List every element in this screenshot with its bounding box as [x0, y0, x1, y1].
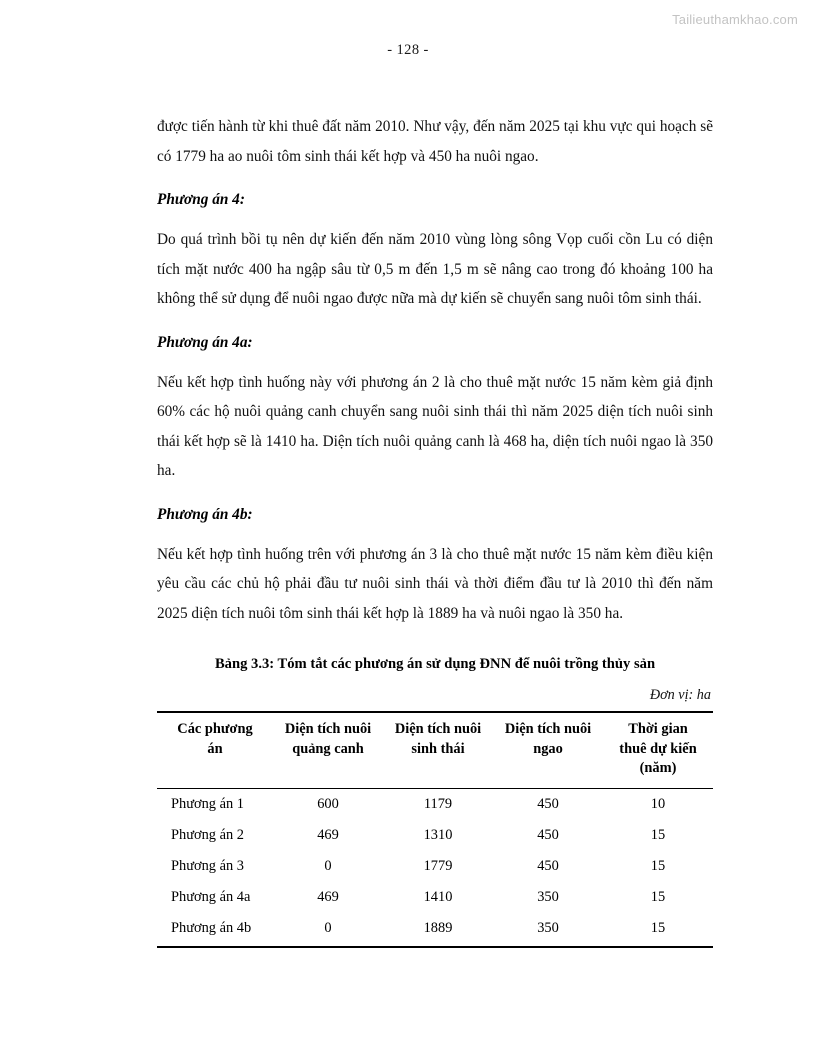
cell-phuong-an: Phương án 4b	[157, 913, 273, 948]
cell-sinh-thai: 1310	[423, 827, 453, 843]
table-body	[157, 788, 713, 947]
column-header-line: thuê dự kiến	[619, 740, 697, 757]
section-phuong-an-4b	[157, 503, 713, 629]
cell-sinh-thai: 1410	[423, 889, 453, 905]
column-header-line: quảng canh	[292, 740, 364, 757]
cell-sinh-thai: 1889	[383, 913, 493, 948]
table-row	[157, 820, 713, 851]
section-paragraph-phuong-an-4b: Nếu kết hợp tình huống trên với phương án 3 là cho thuê mặt nước 15 năm kèm điều kiện yêu cầu các chủ hộ phải đầu tư nuôi sinh thái và thời điểm đầu tư là 2010 thì đến năm 2025 diện tích nuôi tôm sinh thái kết hợp là 1889 ha và nuôi ngao là 350 ha.	[157, 545, 713, 622]
column-header-ngao	[493, 712, 603, 788]
section-paragraph-phuong-an-4a: Nếu kết hợp tình huống này với phương án 2 là cho thuê mặt nước 15 năm kèm giả định 60% các hộ nuôi quảng canh chuyển sang nuôi sinh thái thì năm 2025 diện tích nuôi sinh thái kết hợp sẽ là 1410 ha. Diện tích nuôi quảng canh là 468 ha, diện tích nuôi ngao là 350 ha.	[157, 373, 713, 479]
cell-sinh-thai: 1779	[423, 858, 453, 874]
column-header-thoi-gian	[603, 712, 713, 788]
cell-sinh-thai: 1179	[423, 796, 453, 812]
cell-thoi-gian: 15	[650, 858, 666, 874]
cell-ngao: 350	[493, 913, 603, 948]
column-header-phuong-an	[157, 712, 273, 788]
table-header-row	[157, 712, 713, 788]
table-header	[157, 712, 713, 788]
section-heading-phuong-an-4b: Phương án 4b:	[157, 505, 253, 523]
column-header-line: sinh thái	[411, 740, 465, 757]
column-header-sinh-thai	[383, 712, 493, 788]
column-header-line: Thời gian	[628, 721, 688, 737]
intro-paragraph-block	[157, 112, 713, 171]
section-phuong-an-4	[157, 188, 713, 314]
section-paragraph-phuong-an-4: Do quá trình bồi tụ nên dự kiến đến năm 2010 vùng lòng sông Vọp cuối cồn Lu có diện tích mặt nước 400 ha ngập sâu từ 0,5 m đến 1,5 m sẽ nâng cao trong đó khoảng 100 ha không thể sử dụng để nuôi ngao được nữa mà dự kiến sẽ chuyển sang nuôi tôm sinh thái.	[157, 231, 713, 307]
page-content	[157, 112, 713, 948]
section-heading-phuong-an-4a: Phương án 4a:	[157, 333, 253, 351]
column-header-line: ngao	[533, 740, 563, 757]
column-header-line: Các phương	[177, 721, 253, 737]
summary-table	[157, 711, 713, 948]
summary-table-block	[157, 654, 713, 948]
cell-thoi-gian: 15	[603, 913, 713, 948]
cell-phuong-an: Phương án 2	[171, 827, 244, 843]
cell-phuong-an: Phương án 1	[171, 796, 244, 812]
intro-paragraph: được tiến hành từ khi thuê đất năm 2010. Như vậy, đến năm 2025 tại khu vực qui hoạch sẽ có 1779 ha ao nuôi tôm sinh thái kết hợp và 450 ha nuôi ngao.	[157, 118, 713, 165]
table-caption: Bảng 3.3: Tóm tắt các phương án sử dụng ĐNN để nuôi trồng thủy sản	[214, 656, 656, 672]
cell-phuong-an: Phương án 3	[171, 858, 244, 874]
section-heading-phuong-an-4: Phương án 4:	[157, 191, 245, 208]
site-watermark: Tailieuthamkhao.com	[672, 12, 798, 27]
column-header-line: Diện tích nuôi	[394, 721, 482, 737]
section-phuong-an-4a	[157, 331, 713, 486]
cell-ngao: 450	[537, 796, 559, 812]
column-header-line: án	[207, 740, 223, 757]
cell-thoi-gian: 10	[650, 796, 666, 812]
column-header-quang-canh	[273, 712, 383, 788]
table-row	[157, 851, 713, 882]
table-row	[157, 913, 713, 948]
cell-quang-canh: 469	[317, 889, 339, 905]
cell-thoi-gian: 15	[650, 827, 666, 843]
page-number: - 128 -	[387, 42, 429, 58]
column-header-line: Diện tích nuôi	[504, 721, 592, 737]
cell-thoi-gian: 15	[650, 889, 666, 905]
cell-ngao: 450	[537, 858, 559, 874]
column-header-line: (năm)	[639, 760, 677, 776]
cell-quang-canh: 0	[273, 913, 383, 948]
cell-phuong-an: Phương án 4a	[171, 889, 251, 905]
table-row	[157, 882, 713, 913]
cell-ngao: 450	[537, 827, 559, 843]
cell-ngao: 350	[537, 889, 559, 905]
column-header-line: Diện tích nuôi	[284, 721, 372, 737]
table-unit-note: Đơn vị: ha	[649, 687, 711, 703]
table-row	[157, 788, 713, 820]
cell-quang-canh: 469	[317, 827, 339, 843]
cell-quang-canh: 600	[317, 796, 339, 812]
cell-quang-canh: 0	[324, 858, 332, 874]
